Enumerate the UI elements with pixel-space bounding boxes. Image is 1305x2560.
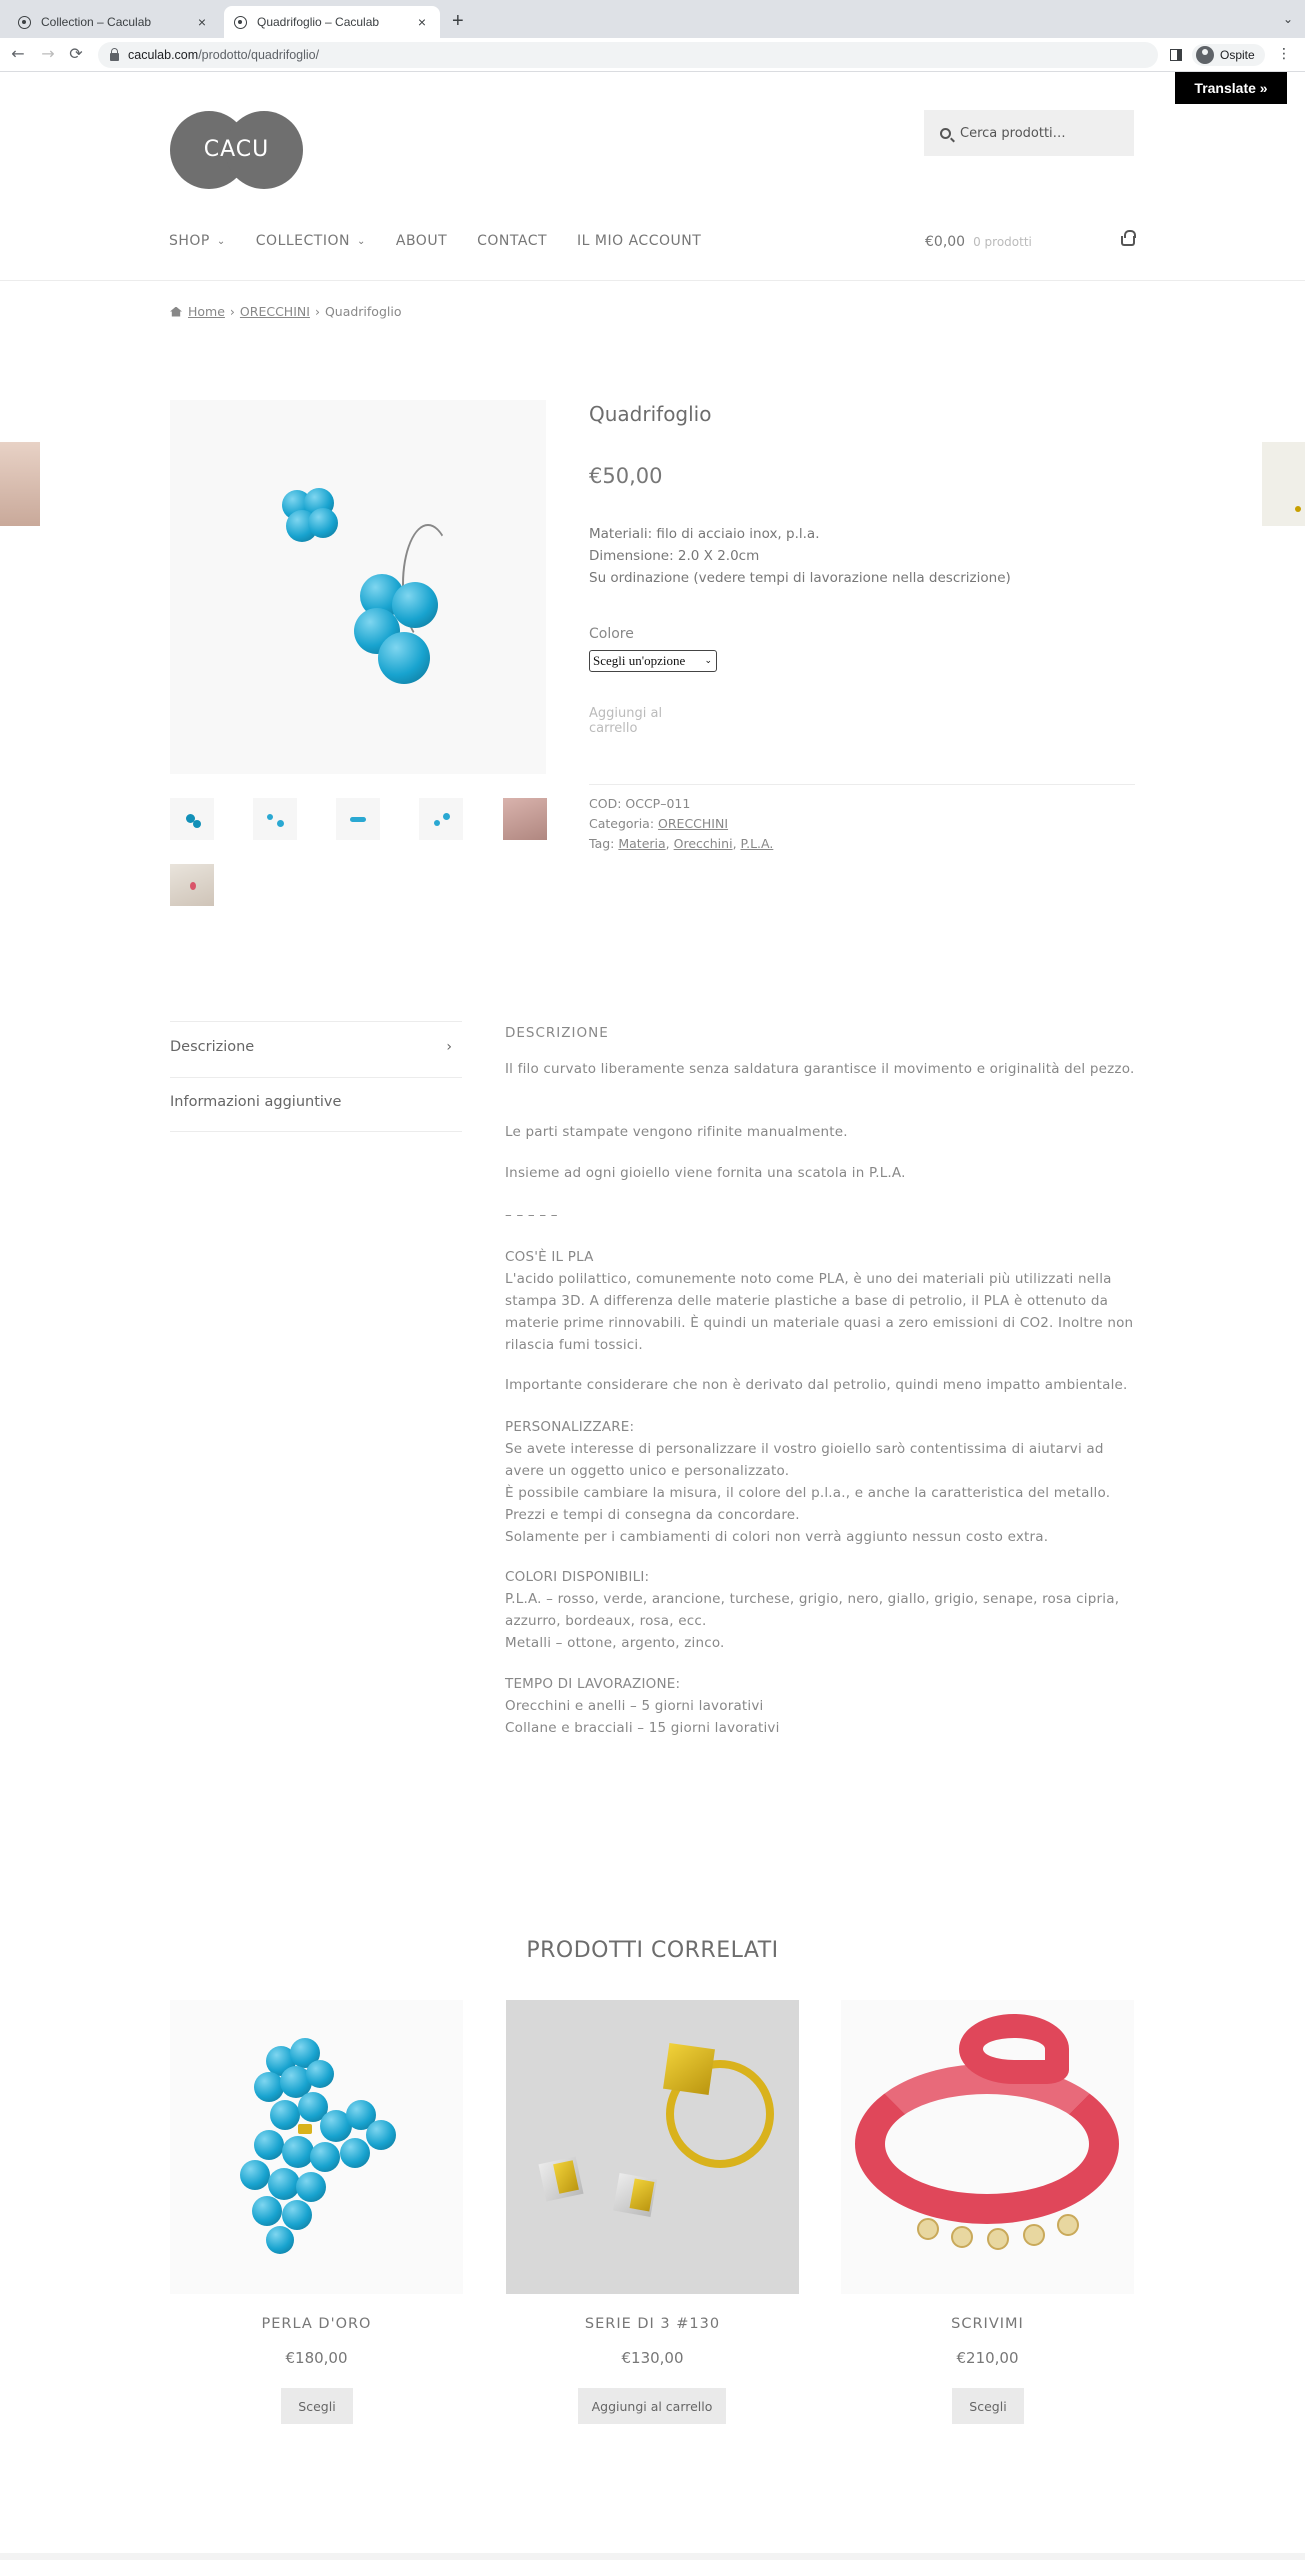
thumbnail[interactable]	[503, 798, 547, 840]
tags-label: Tag:	[589, 836, 615, 851]
meta-divider	[589, 784, 1135, 785]
thumbnail[interactable]	[170, 864, 214, 906]
tab-label: Informazioni aggiuntive	[170, 1094, 342, 1110]
next-product-thumbnail[interactable]	[1262, 442, 1305, 526]
previous-product-thumbnail[interactable]	[0, 442, 40, 526]
url-domain: caculab.com	[128, 48, 199, 62]
description-colori: COLORI DISPONIBILI: P.L.A. – rosso, verde, arancione, turchese, grigio, nero, giallo, grigio, senape, rosa cipria, azzurro, bordeaux, rosa, ecc. Metalli – ottone, argento, zinco.	[505, 1569, 1120, 1651]
select-value: Scegli un'opzione	[593, 653, 686, 668]
thumbnail[interactable]	[336, 798, 380, 840]
related-product-image[interactable]	[506, 2000, 799, 2294]
breadcrumb-separator: ›	[229, 304, 235, 319]
add-to-cart-button[interactable]: Aggiungi al carrello	[589, 700, 707, 742]
footer-strip	[0, 2553, 1305, 2560]
description-paragraph: Insieme ad ogni gioiello viene fornita una scatola in P.L.A.	[505, 1165, 906, 1181]
side-panel-icon[interactable]	[1170, 49, 1182, 61]
mini-cart[interactable]	[925, 234, 1135, 250]
nav-label: COLLECTION	[255, 233, 350, 249]
tag-link[interactable]: P.L.A.	[740, 836, 774, 851]
tab-divider	[170, 1021, 462, 1022]
description-paragraph: Le parti stampate vengono rifinite manualmente.	[505, 1124, 848, 1140]
related-product-price: €130,00	[621, 2349, 684, 2367]
lock-icon[interactable]	[110, 53, 119, 61]
category-link[interactable]: ORECCHINI	[658, 816, 729, 831]
search-placeholder: Cerca prodotti…	[960, 125, 1066, 141]
product-category	[589, 816, 728, 831]
guest-avatar-icon	[1196, 46, 1214, 64]
add-to-cart-button[interactable]: Aggiungi al carrello	[578, 2388, 726, 2424]
related-product-image[interactable]	[841, 2000, 1134, 2294]
related-product-price: €210,00	[956, 2349, 1019, 2367]
nav-item-collection[interactable]	[256, 233, 366, 249]
sku-label: COD:	[589, 796, 622, 811]
thumbnail[interactable]	[253, 798, 297, 840]
chevron-down-icon: ⌄	[216, 235, 226, 247]
product-tags: Tag: Materia, Orecchini, P.L.A.	[589, 836, 774, 851]
breadcrumb-current: Quadrifoglio	[324, 304, 402, 319]
cart-count: 0 prodotti	[973, 235, 1032, 249]
sku-value: OCCP–011	[625, 796, 691, 811]
related-product-name[interactable]: SCRIVIMI	[951, 2316, 1024, 2332]
browser-toolbar	[0, 38, 1305, 72]
description-paragraph: Il filo curvato liberamente senza saldatura garantisce il movimento e originalità del pezzo.	[505, 1061, 1135, 1077]
browser-tab-quadrifoglio[interactable]	[224, 6, 440, 38]
choose-options-button[interactable]: Scegli	[952, 2388, 1024, 2424]
product-availability: Su ordinazione (vedere tempi di lavorazione nella descrizione)	[589, 570, 1011, 586]
tab-descrizione[interactable]	[170, 1039, 462, 1055]
logo-text: CACU	[203, 137, 270, 162]
description-paragraph: Importante considerare che non è derivato dal petrolio, quindi meno impatto ambientale.	[505, 1377, 1128, 1393]
description-separator: – – – – –	[505, 1207, 558, 1223]
site-logo[interactable]	[170, 111, 303, 189]
close-tab-icon[interactable]: ×	[417, 14, 427, 30]
breadcrumb-category-link[interactable]: ORECCHINI	[239, 304, 310, 319]
nav-label: SHOP	[169, 233, 210, 249]
browser-tabstrip	[0, 0, 1305, 38]
tag-link[interactable]: Materia	[618, 836, 666, 851]
product-title: Quadrifoglio	[589, 402, 712, 426]
product-sku	[589, 796, 690, 811]
tab-divider	[170, 1077, 462, 1078]
choose-options-button[interactable]: Scegli	[281, 2388, 353, 2424]
tab-title: Collection – Caculab	[41, 15, 152, 29]
site-favicon-icon	[234, 16, 247, 29]
related-product-name[interactable]: SERIE DI 3 #130	[584, 2316, 721, 2332]
description-personalizzare: PERSONALIZZARE: Se avete interesse di personalizzare il vostro gioiello sarò contentissima di aiutarvi ad avere un oggetto unico e personalizzato. È possibile cambiare la misura, il colore del p.l.a., e anche la caratteristica del metallo. Prezzi e tempi di consegna da concordare. Solamente per i cambiamenti di colori non verrà aggiunto nessun costo extra.	[505, 1419, 1111, 1545]
nav-item-shop[interactable]	[169, 233, 226, 249]
description-heading: DESCRIZIONE	[505, 1025, 609, 1041]
close-tab-icon[interactable]: ×	[197, 14, 207, 30]
breadcrumb-home-link[interactable]: Home	[188, 304, 225, 319]
related-product-name[interactable]: PERLA D'ORO	[261, 2316, 372, 2332]
search-input[interactable]	[924, 110, 1134, 156]
tab-label: Descrizione	[170, 1039, 255, 1055]
product-dimension: Dimensione: 2.0 X 2.0cm	[589, 548, 760, 564]
nav-item-account[interactable]	[577, 233, 701, 249]
thumbnail[interactable]	[170, 798, 214, 840]
thumbnail[interactable]	[419, 798, 463, 840]
tab-divider	[170, 1131, 462, 1132]
address-bar[interactable]	[98, 42, 1158, 68]
product-price: €50,00	[589, 464, 663, 488]
nav-item-contact[interactable]	[477, 233, 547, 249]
breadcrumb	[170, 304, 401, 319]
nav-label: CONTACT	[477, 233, 548, 249]
product-material: Materiali: filo di acciaio inox, p.l.a.	[589, 526, 820, 542]
tag-link[interactable]: Orecchini	[673, 836, 733, 851]
site-favicon-icon	[18, 16, 31, 29]
basket-icon	[1121, 236, 1135, 246]
product-main-image[interactable]	[170, 400, 546, 774]
nav-item-about[interactable]	[396, 233, 447, 249]
browser-tab-collection[interactable]	[8, 6, 220, 38]
chevron-down-icon: ⌄	[356, 235, 366, 247]
related-product-image[interactable]	[170, 2000, 463, 2294]
browser-menu-icon[interactable]: ⋮	[1277, 46, 1291, 62]
back-arrow-icon[interactable]: ←	[11, 44, 25, 63]
header-divider	[0, 280, 1305, 281]
nav-label: ABOUT	[395, 233, 448, 249]
colore-select[interactable]	[589, 650, 717, 672]
related-products-title: PRODOTTI CORRELATI	[526, 1938, 779, 1963]
forward-arrow-icon[interactable]: →	[41, 44, 55, 63]
tab-search-chevron-icon[interactable]: ⌄	[1282, 12, 1293, 26]
home-icon	[170, 307, 182, 317]
related-product-price: €180,00	[285, 2349, 348, 2367]
main-navigation	[169, 233, 731, 249]
tab-title: Quadrifoglio – Caculab	[257, 15, 380, 29]
category-label: Categoria:	[589, 816, 655, 831]
description-tempo: TEMPO DI LAVORAZIONE: Orecchini e anelli – 5 giorni lavorativi Collane e bracciali – 15 giorni lavorativi	[505, 1676, 780, 1736]
translate-button[interactable]: Translate »	[1175, 72, 1287, 104]
search-icon	[940, 128, 951, 139]
variation-label: Colore	[589, 626, 634, 642]
description-pla: COS'È IL PLA L'acido polilattico, comunemente noto come PLA, è uno dei materiali più utilizzati nella stampa 3D. A differenza delle materie plastiche a base di petrolio, il PLA è ottenuto da materie prime rinnovabili. È quindi un materiale quasi a zero emissioni di CO2. Inoltre non rilascia fumi tossici.	[505, 1249, 1134, 1353]
reload-icon[interactable]: ⟳	[69, 44, 83, 63]
profile-button[interactable]	[1192, 44, 1265, 66]
chevron-right-icon: ›	[446, 1039, 452, 1055]
profile-label: Ospite	[1220, 48, 1255, 62]
cart-total: €0,00	[925, 234, 966, 250]
url-path: /prodotto/quadrifoglio/	[198, 48, 320, 62]
chevron-down-icon: ⌄	[704, 655, 712, 665]
breadcrumb-separator: ›	[314, 304, 320, 319]
tab-informazioni-aggiuntive[interactable]	[170, 1094, 462, 1110]
new-tab-button[interactable]: +	[452, 10, 464, 32]
nav-label: IL MIO ACCOUNT	[577, 233, 702, 249]
